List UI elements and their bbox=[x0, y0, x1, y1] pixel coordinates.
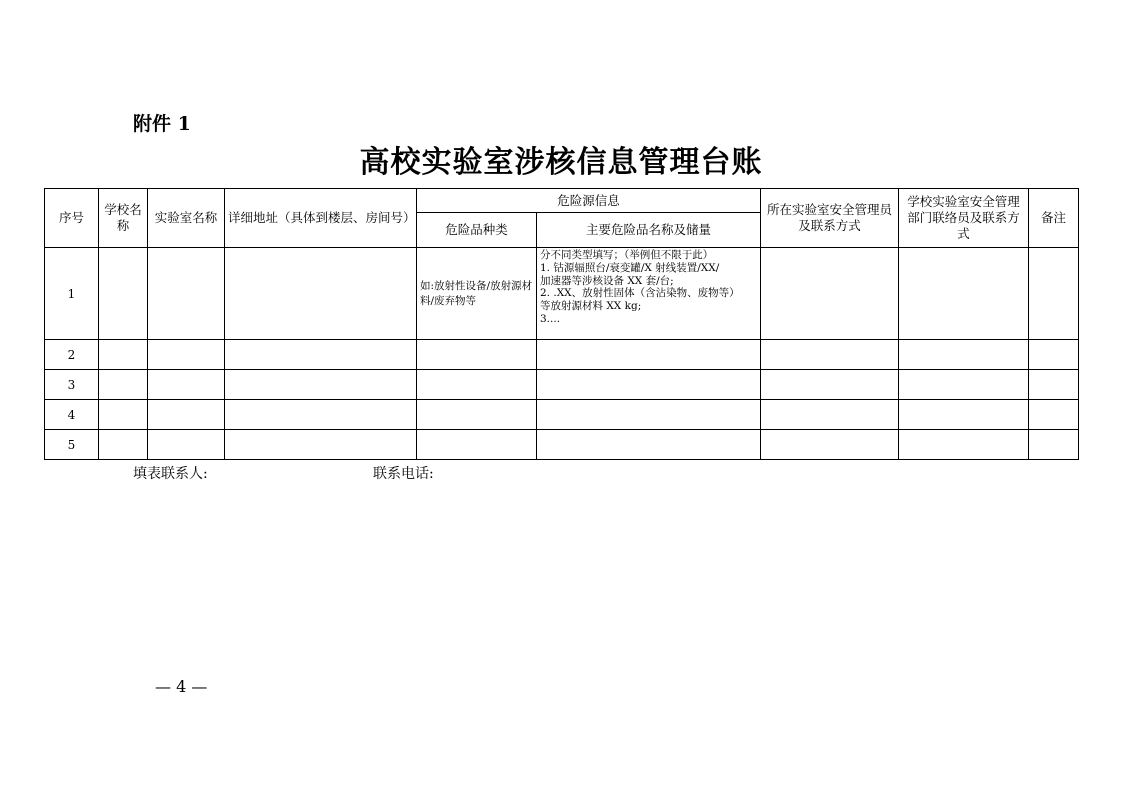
header-remarks: 备注 bbox=[1029, 189, 1079, 248]
hazard-detail-line: 3.... bbox=[540, 312, 561, 325]
cell-lab-safety-manager bbox=[761, 400, 899, 430]
cell-address bbox=[225, 370, 417, 400]
table-row bbox=[45, 370, 1079, 400]
ledger-table bbox=[44, 188, 1079, 460]
cell-address bbox=[225, 248, 417, 340]
row-seq: 5 bbox=[45, 430, 99, 460]
cell-lab-name bbox=[148, 340, 225, 370]
table-row bbox=[45, 340, 1079, 370]
header-hazard-info: 危险源信息 bbox=[417, 189, 761, 213]
cell-hazard-type bbox=[417, 430, 537, 460]
header-hazard-name-storage: 主要危险品名称及储量 bbox=[537, 213, 761, 248]
header-lab-safety-manager: 所在实验室安全管理员及联系方式 bbox=[761, 189, 899, 248]
cell-school-name bbox=[99, 340, 148, 370]
row-seq: 3 bbox=[45, 370, 99, 400]
hazard-detail-line: 加速器等涉核设备 XX 套/台; bbox=[540, 274, 674, 287]
cell-address bbox=[225, 340, 417, 370]
cell-hazard-type-example: 如:放射性设备/放射源材料/废弃物等 bbox=[417, 248, 537, 340]
cell-school-name bbox=[99, 248, 148, 340]
cell-lab-safety-manager bbox=[761, 430, 899, 460]
hazard-detail-line: 1. 钴源辐照台/衰变罐/X 射线装置/XX/ bbox=[540, 261, 720, 274]
cell-remarks bbox=[1029, 370, 1079, 400]
cell-lab-name bbox=[148, 430, 225, 460]
cell-school-name bbox=[99, 400, 148, 430]
cell-remarks bbox=[1029, 248, 1079, 340]
header-school-name: 学校名称 bbox=[99, 189, 148, 248]
header-school-dept-liaison: 学校实验室安全管理部门联络员及联系方式 bbox=[899, 189, 1029, 248]
cell-lab-name bbox=[148, 248, 225, 340]
table-row bbox=[45, 430, 1079, 460]
cell-address bbox=[225, 430, 417, 460]
hazard-detail-line: 2. .XX、放射性固体（含沾染物、废物等） bbox=[540, 287, 740, 300]
cell-lab-safety-manager bbox=[761, 248, 899, 340]
header-address: 详细地址（具体到楼层、房间号） bbox=[225, 189, 417, 248]
header-seq: 序号 bbox=[45, 189, 99, 248]
contact-person-label: 填表联系人: bbox=[133, 466, 208, 482]
row-seq: 2 bbox=[45, 340, 99, 370]
hazard-detail-line: 等放射源材料 XX kg; bbox=[540, 300, 642, 313]
cell-lab-name bbox=[148, 370, 225, 400]
page-title: 高校实验室涉核信息管理台账 bbox=[359, 145, 763, 180]
cell-school-dept-liaison bbox=[899, 400, 1029, 430]
cell-remarks bbox=[1029, 430, 1079, 460]
row-seq: 1 bbox=[45, 248, 99, 340]
cell-hazard-type bbox=[417, 400, 537, 430]
cell-hazard-detail bbox=[537, 400, 761, 430]
cell-remarks bbox=[1029, 400, 1079, 430]
attachment-label: 附件 1 bbox=[133, 113, 191, 135]
table-row bbox=[45, 248, 1079, 340]
cell-hazard-type bbox=[417, 370, 537, 400]
cell-remarks bbox=[1029, 340, 1079, 370]
page-number: — 4 — bbox=[155, 677, 208, 696]
row-seq: 4 bbox=[45, 400, 99, 430]
cell-lab-name bbox=[148, 400, 225, 430]
cell-hazard-detail-example bbox=[537, 248, 761, 340]
hazard-detail-line: 分不同类型填写；（举例但不限于此） bbox=[540, 249, 714, 261]
cell-lab-safety-manager bbox=[761, 340, 899, 370]
header-row-top bbox=[45, 189, 1079, 213]
contact-phone-label: 联系电话: bbox=[373, 466, 434, 482]
cell-address bbox=[225, 400, 417, 430]
cell-school-dept-liaison bbox=[899, 248, 1029, 340]
header-hazard-type: 危险品种类 bbox=[417, 213, 537, 248]
header-lab-name: 实验室名称 bbox=[148, 189, 225, 248]
cell-lab-safety-manager bbox=[761, 370, 899, 400]
cell-hazard-detail bbox=[537, 370, 761, 400]
cell-school-dept-liaison bbox=[899, 340, 1029, 370]
cell-hazard-type bbox=[417, 340, 537, 370]
cell-hazard-detail bbox=[537, 340, 761, 370]
cell-school-dept-liaison bbox=[899, 370, 1029, 400]
cell-school-name bbox=[99, 370, 148, 400]
cell-hazard-detail bbox=[537, 430, 761, 460]
table-row bbox=[45, 400, 1079, 430]
cell-school-name bbox=[99, 430, 148, 460]
cell-school-dept-liaison bbox=[899, 430, 1029, 460]
